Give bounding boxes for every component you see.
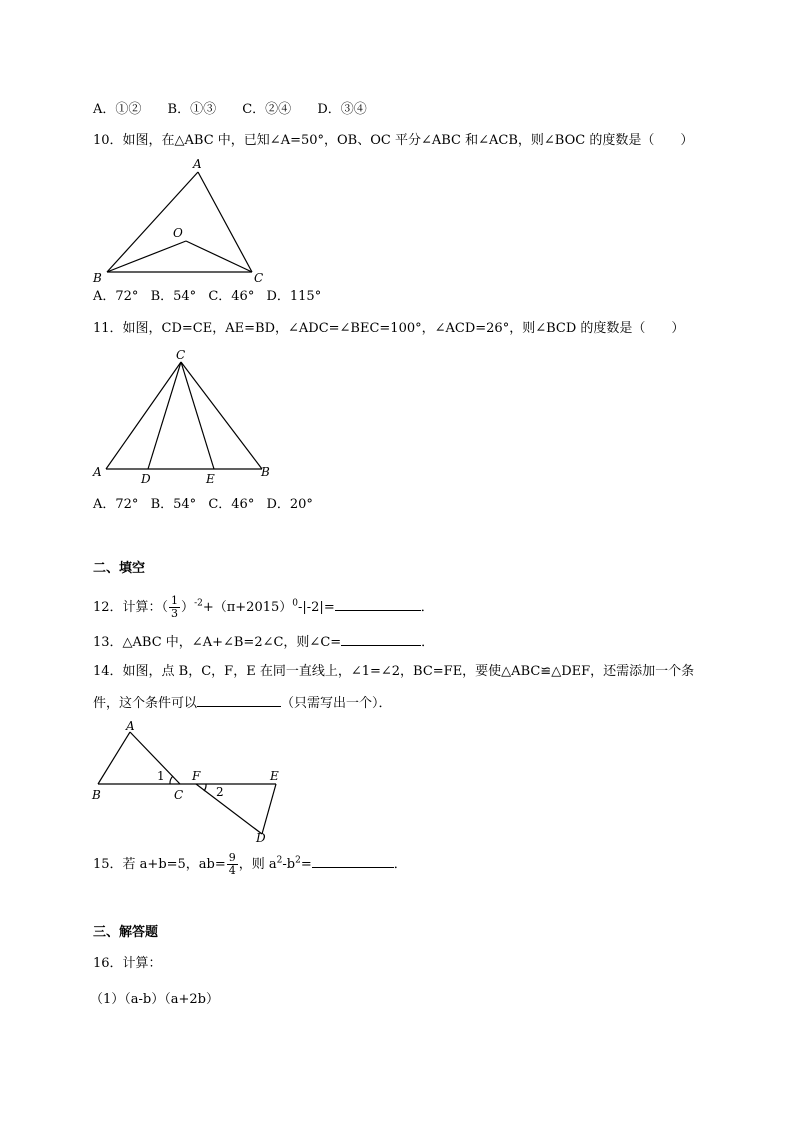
q11-label-b: B (261, 465, 270, 479)
q11-label-c: C (176, 348, 186, 362)
q10-option-c: C．46° (208, 289, 255, 304)
q10-segment-oc (186, 241, 252, 272)
q13-line (93, 633, 434, 652)
q11-segment-cb (181, 362, 262, 469)
q10-figure (90, 155, 270, 285)
q11-segment-ca (106, 362, 181, 469)
q12-middle: +（π+2015） (202, 600, 293, 615)
q12-suffix: -|-2|= (298, 600, 335, 615)
q11-option-c: C．46° (208, 497, 255, 512)
q12-line (93, 594, 434, 622)
q11-options (93, 496, 321, 514)
q10-options (93, 288, 329, 306)
q15-fraction (227, 852, 238, 877)
q10-stem: 10．如图，在△ABC 中，已知∠A=50°，OB、OC 平分∠ABC 和∠ACB，则∠BOC 的度数是（ ） (93, 133, 694, 148)
q10-side-ab (107, 172, 198, 272)
q14-line2-prefix: 件，这个条件可以 (93, 696, 198, 711)
q15-frac-num: 9 (228, 851, 236, 864)
q11-option-d: D．20° (266, 497, 313, 512)
q10-side-ac (198, 172, 252, 272)
q12-exp1: -2 (194, 598, 203, 609)
q11-stem: 11．如图，CD=CE，AE=BD，∠ADC=∠BEC=100°，∠ACD=26°，则∠BCD 的度数是（ ） (93, 321, 685, 336)
q14-angle2-arc (204, 784, 206, 791)
q13-end: ． (421, 635, 435, 650)
q10-option-d: D．115° (266, 289, 322, 304)
q12-answer-blank[interactable] (335, 598, 421, 611)
q9-option-b: B．①③ (167, 102, 217, 117)
q15-exp1: 2 (276, 855, 283, 866)
q11-segment-ce (181, 362, 214, 469)
q10-option-a: A．72° (93, 289, 139, 304)
q11-label-d: D (141, 472, 151, 486)
q11-option-a: A．72° (93, 497, 139, 512)
q11-segment-cd (148, 362, 181, 469)
q14-answer-blank[interactable] (197, 694, 281, 707)
q15-eq: = (300, 857, 312, 872)
q11-label-e: E (206, 472, 215, 486)
q14-line2 (93, 694, 392, 713)
q11-label-a: A (93, 465, 102, 479)
q14-segment-ab (98, 732, 130, 784)
q15-exp2: 2 (295, 855, 301, 866)
q12-frac-num: 1 (171, 594, 179, 607)
q16-stem: 16．计算： (93, 956, 162, 971)
q15-line (93, 850, 407, 880)
q10-label-b: B (93, 271, 102, 285)
q14-line2-suffix: （只需写出一个）． (281, 696, 392, 711)
q14-label-angle2: 2 (216, 785, 224, 799)
q12-fraction (169, 595, 180, 620)
q9-option-c: C．②④ (242, 102, 292, 117)
q9-options (93, 101, 389, 119)
q9-option-d: D．③④ (317, 102, 367, 117)
q14-line1: 14．如图，点 B，C，F，E 在同一直线上，∠1=∠2，BC=FE，要使△ABC≌△DEF，还需添加一个条 (93, 664, 695, 679)
q12-exp2: 0 (292, 598, 298, 609)
q13-text: 13．△ABC 中，∠A+∠B=2∠C，则∠C= (93, 635, 342, 650)
q10-label-o: O (173, 226, 183, 240)
q11-figure (90, 345, 280, 490)
q9-option-a: A．①② (93, 102, 142, 117)
q15-middle: ，则 a (238, 857, 277, 872)
q14-label-angle1: 1 (157, 769, 165, 783)
q15-prefix: 15．若 a+b=5，ab= (93, 857, 226, 872)
q12-end: ． (420, 600, 434, 615)
q15-frac-den: 4 (228, 864, 236, 877)
q15-mid2: -b (282, 857, 296, 872)
q14-label-c: C (174, 788, 184, 802)
q10-label-a: A (193, 157, 202, 171)
section-answer-title: 三、解答题 (93, 925, 159, 940)
q12-after-frac: ） (181, 600, 195, 615)
q14-label-d: D (256, 831, 266, 845)
q14-label-e: E (270, 769, 279, 783)
q14-segment-fd (196, 784, 262, 834)
q14-label-f: F (192, 769, 201, 783)
q14-label-a: A (126, 719, 135, 733)
q15-answer-blank[interactable] (312, 855, 394, 868)
q14-angle1-arc (170, 776, 173, 784)
q14-figure (88, 718, 288, 848)
section-fill-in-title: 二、填空 (93, 561, 146, 576)
q12-prefix: 12．计算：（ (93, 600, 169, 615)
q10-segment-ob (107, 241, 186, 272)
q14-label-b: B (92, 788, 101, 802)
q14-segment-ed (262, 784, 276, 834)
q10-option-b: B．54° (150, 289, 197, 304)
q10-label-c: C (254, 271, 264, 285)
q11-option-b: B．54° (150, 497, 197, 512)
q12-frac-den: 3 (171, 607, 179, 620)
q13-answer-blank[interactable] (341, 633, 421, 646)
q15-end: ． (393, 857, 407, 872)
q16-part1: （1）（a-b）（a+2b） (90, 992, 219, 1007)
